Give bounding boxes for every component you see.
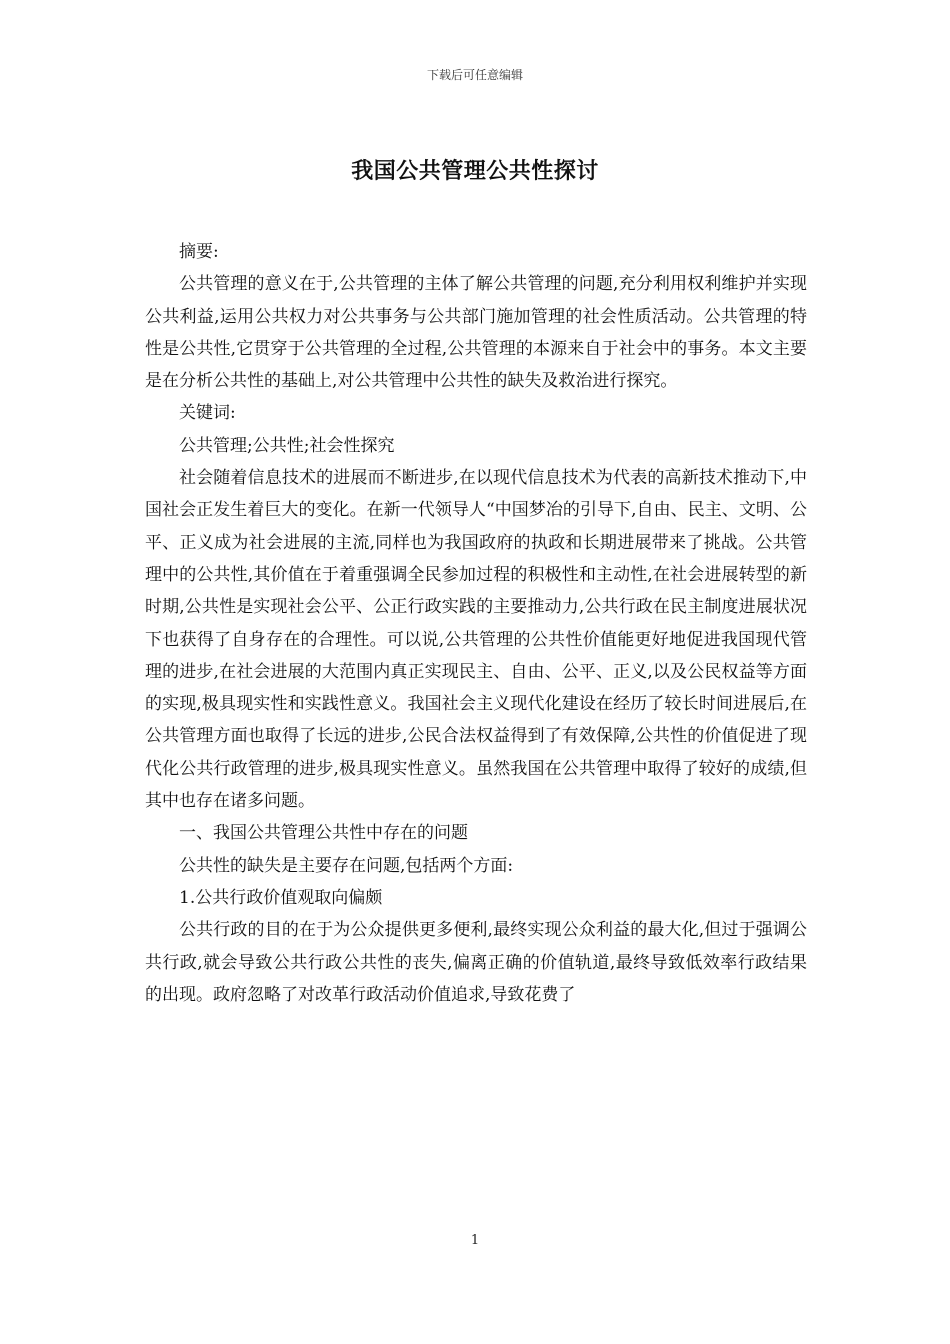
page-number: 1 xyxy=(470,1233,480,1248)
keywords-list: 公共管理;公共性;社会性探究 xyxy=(179,435,395,456)
document-body xyxy=(145,236,807,1011)
header-note: 下载后可任意编辑 xyxy=(426,68,523,82)
subsection-1-paragraph: 公共行政的目的在于为公众提供更多便利,最终实现公众利益的最大化,但过于强调公共行政,就会导致公共行政公共性的丧失,偏离正确的价值轨道,最终导致低效率行政结果的出现。政府忽略了对改革行政活动价值追求,导致花费了 xyxy=(145,920,807,1005)
subsection-heading-1: 1.公共行政价值观取向偏颇 xyxy=(179,887,383,908)
document-title: 我国公共管理公共性探讨 xyxy=(351,158,599,184)
section-1-paragraph: 公共性的缺失是主要存在问题,包括两个方面: xyxy=(179,855,514,876)
intro-paragraph: 社会随着信息技术的进展而不断进步,在以现代信息技术为代表的高新技术推动下,中国社会正发生着巨大的变化。在新一代领导人“中国梦冶的引导下,自由、民主、文明、公平、正义成为社会进展的主流,同样也为我国政府的执政和长期进展带来了挑战。公共管理中的公共性,其价值在于着重强调全民参加过程的积极性和主动性,在社会进展转型的新时期,公共性是实现社会公平、公正行政实践的主要推动力,公共行政在民主制度进展状况下也获得了自身存在的合理性。可以说,公共管理的公共性价值能更好地促进我国现代管理的进步,在社会进展的大范围内真正实现民主、自由、公平、正义,以及公民权益等方面的实现,极具现实性和实践性意义。我国社会主义现代化建设在经历了较长时间进展后,在公共管理方面也取得了长远的进步,公民合法权益得到了有效保障,公共性的价值促进了现代化公共行政管理的进步,极具现实性意义。虽然我国在公共管理中取得了较好的成绩,但其中也存在诸多问题。 xyxy=(145,468,807,812)
abstract-paragraph: 公共管理的意义在于,公共管理的主体了解公共管理的问题,充分利用权利维护并实现公共利益,运用公共权力对公共事务与公共部门施加管理的社会性质活动。公共管理的特性是公共性,它贯穿于公共管理的全过程,公共管理的本源来自于社会中的事务。本文主要是在分析公共性的基础上,对公共管理中公共性的缺失及救治进行探究。 xyxy=(145,274,807,392)
keywords-label: 关键词: xyxy=(179,403,236,424)
abstract-label: 摘要: xyxy=(179,242,219,262)
section-heading-1: 一、我国公共管理公共性中存在的问题 xyxy=(179,823,468,844)
